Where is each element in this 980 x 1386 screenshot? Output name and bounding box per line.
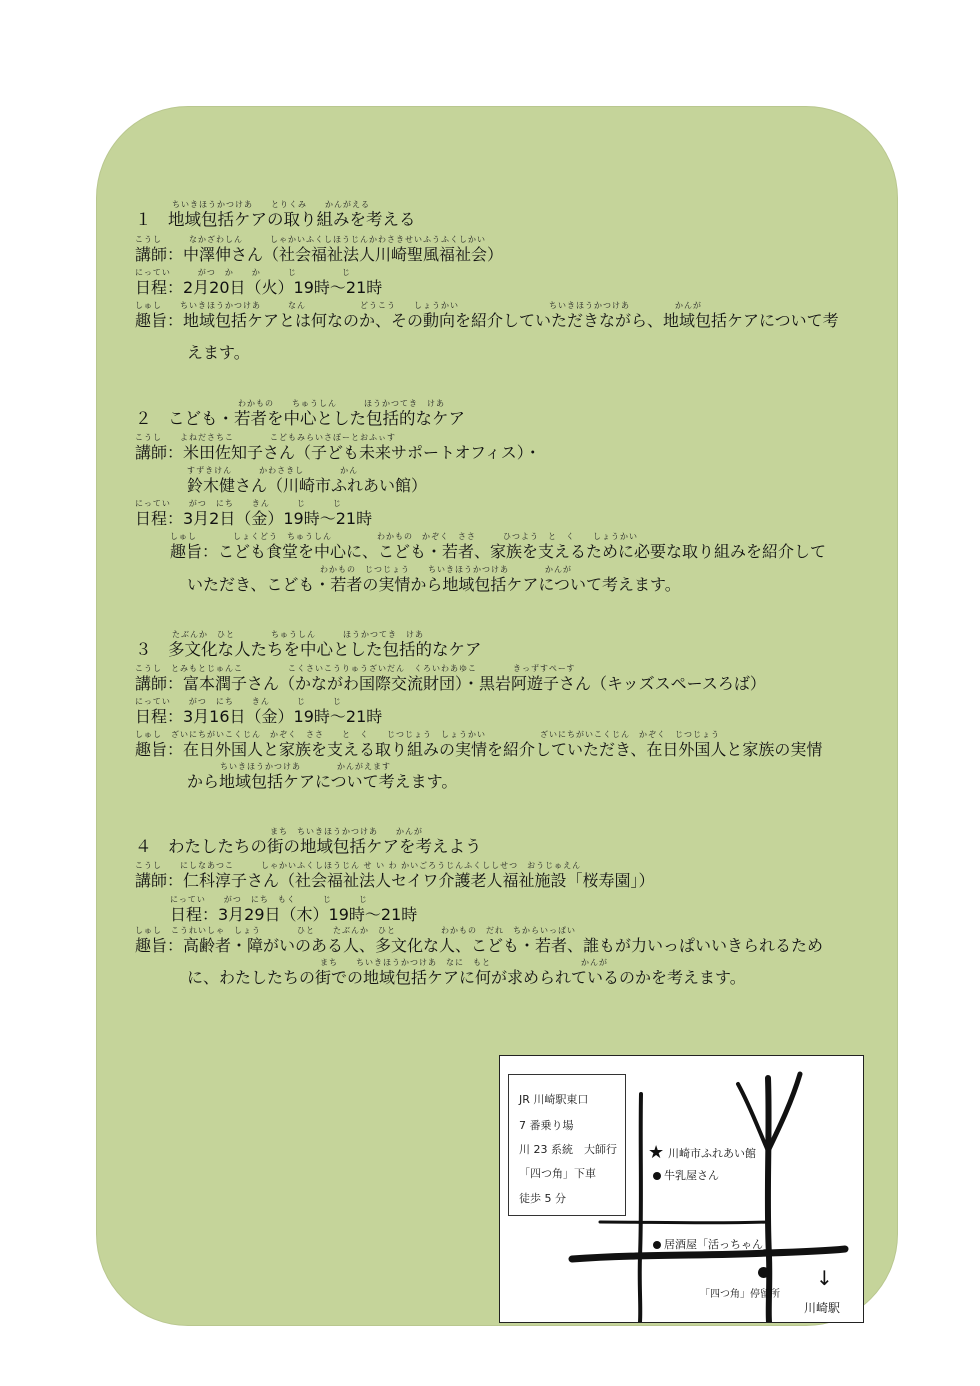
- milk-shop-dot: [653, 1172, 661, 1180]
- road-left: [640, 1094, 641, 1322]
- session-1-lecturer: 講師：中澤伸さん（社会福祉法人川崎聖風福祉会）: [135, 245, 504, 264]
- session-3-date-ruby: にってい がつ にち きん じ じ: [135, 697, 342, 706]
- road-branch-left: [738, 1084, 768, 1151]
- session-3-summary-line1: 趣旨：在日外国人と家族を支える取り組みの実情を紹介していただき、在日外国人と家族の実情: [135, 740, 823, 759]
- access-line-3: 川 23 系統 大師行: [519, 1143, 617, 1156]
- road-right: [768, 1078, 769, 1322]
- session-4-date-ruby: にってい がつ にち もく じ じ: [170, 895, 368, 904]
- session-2-date: 日程：3月2日（金）19時～21時: [135, 509, 373, 528]
- izakaya-label: 居酒屋「活っちゃん」: [664, 1238, 774, 1251]
- session-4-summary-ruby: しゅし こうれいしゃ しょう ひと たぶんか ひと わかもの だれ ちからいっぱい: [135, 926, 576, 935]
- session-4-lecturer-ruby: こうし にしなあつこ しゃかいふくしほうじん せ い わ かいごろうじんふくししせつ おうじゅえん: [135, 861, 582, 870]
- session-1-date-ruby: にってい がつ か か じ じ: [135, 268, 351, 277]
- fureai-hall-label: 川崎市ふれあい館: [668, 1147, 756, 1160]
- session-3-lecturer: 講師：富本潤子さん（かながわ国際交流財団）・黒岩阿遊子さん（キッズスペースろば）: [135, 674, 766, 693]
- session-4-title: ４ わたしたちの街の地域包括ケアを考えよう: [135, 837, 482, 856]
- session-4-summary-line2: に、わたしたちの街での地域包括ケアに何が求められているのかを考えます。: [187, 968, 746, 987]
- session-1-lecturer-ruby: こうし なかざわしん しゃかいふくしほうじんかわさきせいふうふくしかい: [135, 235, 486, 244]
- session-4-date: 日程：3月29日（木）19時～21時: [170, 905, 418, 924]
- access-line-1: JR 川崎駅東口: [519, 1093, 589, 1106]
- session-3-summary-ruby2: ちいきほうかつけあ かんがえます: [220, 762, 391, 771]
- access-map: [499, 1055, 864, 1323]
- session-1-title: １ 地域包括ケアの取り組みを考える: [135, 210, 416, 229]
- access-line-4: 「四つ角」下車: [519, 1167, 596, 1180]
- milk-shop-label: 牛乳屋さん: [664, 1169, 719, 1182]
- session-4-summary-line1: 趣旨：高齢者・障がいのある人、多文化な人、こども・若者、誰もが力いっぱいいきられるため: [135, 936, 824, 955]
- session-3-title: ３ 多文化な人たちを中心とした包括的なケア: [135, 640, 482, 659]
- arrow-down-icon: ↓: [816, 1266, 833, 1290]
- session-1-title-ruby: ちいきほうかつけあ とりくみ かんがえる: [172, 200, 370, 209]
- session-2-lecturer2-ruby: すずきけん かわさきし かん: [187, 466, 359, 475]
- session-1-summary-ruby: しゅし ちいきほうかつけあ なん どうこう しょうかい ちいきほうかつけあ かんが: [135, 301, 702, 310]
- bus-stop-dot: [758, 1267, 769, 1278]
- session-4-summary-ruby2: まち ちいきほうかつけあ なに もと かんが: [320, 958, 608, 967]
- session-3-date: 日程：3月16日（金）19時～21時: [135, 707, 383, 726]
- session-1-date: 日程：2月20日（火）19時～21時: [135, 278, 383, 297]
- session-2-summary-ruby: しゅし しょくどう ちゅうしん わかもの かぞく ささ ひつよう と く しょうかい: [170, 532, 638, 541]
- izakaya-dot: [653, 1241, 661, 1249]
- star-icon: ★: [648, 1142, 665, 1163]
- session-2-summary-line1: 趣旨：こども食堂を中心に、こども・若者、家族を支えるために必要な取り組みを紹介して: [170, 542, 827, 561]
- session-2-summary-line2: いただき、こども・若者の実情から地域包括ケアについて考えます。: [187, 575, 681, 594]
- access-line-2: 7 番乗り場: [519, 1119, 574, 1132]
- session-2-date-ruby: にってい がつ にち きん じ じ: [135, 499, 342, 508]
- bus-stop-label: 「四つ角」停留所: [700, 1289, 780, 1300]
- access-line-5: 徒歩 5 分: [519, 1192, 566, 1205]
- kawasaki-station-label: 川崎駅: [804, 1301, 841, 1315]
- road-branch-right: [768, 1074, 800, 1151]
- session-3-summary-ruby: しゅし ざいにちがいこくじん かぞく ささ と く じつじょう しょうかい ざいにちがいこくじん かぞく じつじょう: [135, 730, 720, 739]
- session-3-lecturer-ruby: こうし とみもとじゅんこ こくさいこうりゅうざいだん くろいわあゆこ きっずすぺーす: [135, 664, 576, 673]
- session-2-lecturer: 講師：米田佐知子さん（子ども未来サポートオフィス）・: [135, 443, 541, 462]
- session-2-title: ２ こども・若者を中心とした包括的なケア: [135, 409, 465, 428]
- access-directions-box: [508, 1074, 626, 1216]
- session-3-title-ruby: たぶんか ひと ちゅうしん ほうかつてき けあ: [172, 630, 424, 639]
- session-2-summary-ruby2: わかもの じつじょう ちいきほうかつけあ かんが: [320, 565, 572, 574]
- road-upper: [600, 1222, 768, 1223]
- session-3-summary-line2: から地域包括ケアについて考えます。: [187, 772, 458, 791]
- session-1-summary-line1: 趣旨：地域包括ケアとは何なのか、その動向を紹介していただきながら、地域包括ケアについて考: [135, 311, 839, 330]
- session-2-title-ruby: わかもの ちゅうしん ほうかつてき けあ: [238, 399, 445, 408]
- session-4-title-ruby: まち ちいきほうかつけあ かんが: [270, 827, 423, 836]
- session-4-lecturer: 講師：仁科淳子さん（社会福祉法人セイワ介護老人福祉施設「桜寿園」）: [135, 871, 655, 890]
- session-1-summary-line2: えます。: [187, 343, 250, 362]
- session-2-lecturer2: 鈴木健さん（川崎市ふれあい館）: [187, 476, 428, 495]
- session-2-lecturer-ruby: こうし よねださちこ こどもみらいさぽーとおふぃす: [135, 433, 396, 442]
